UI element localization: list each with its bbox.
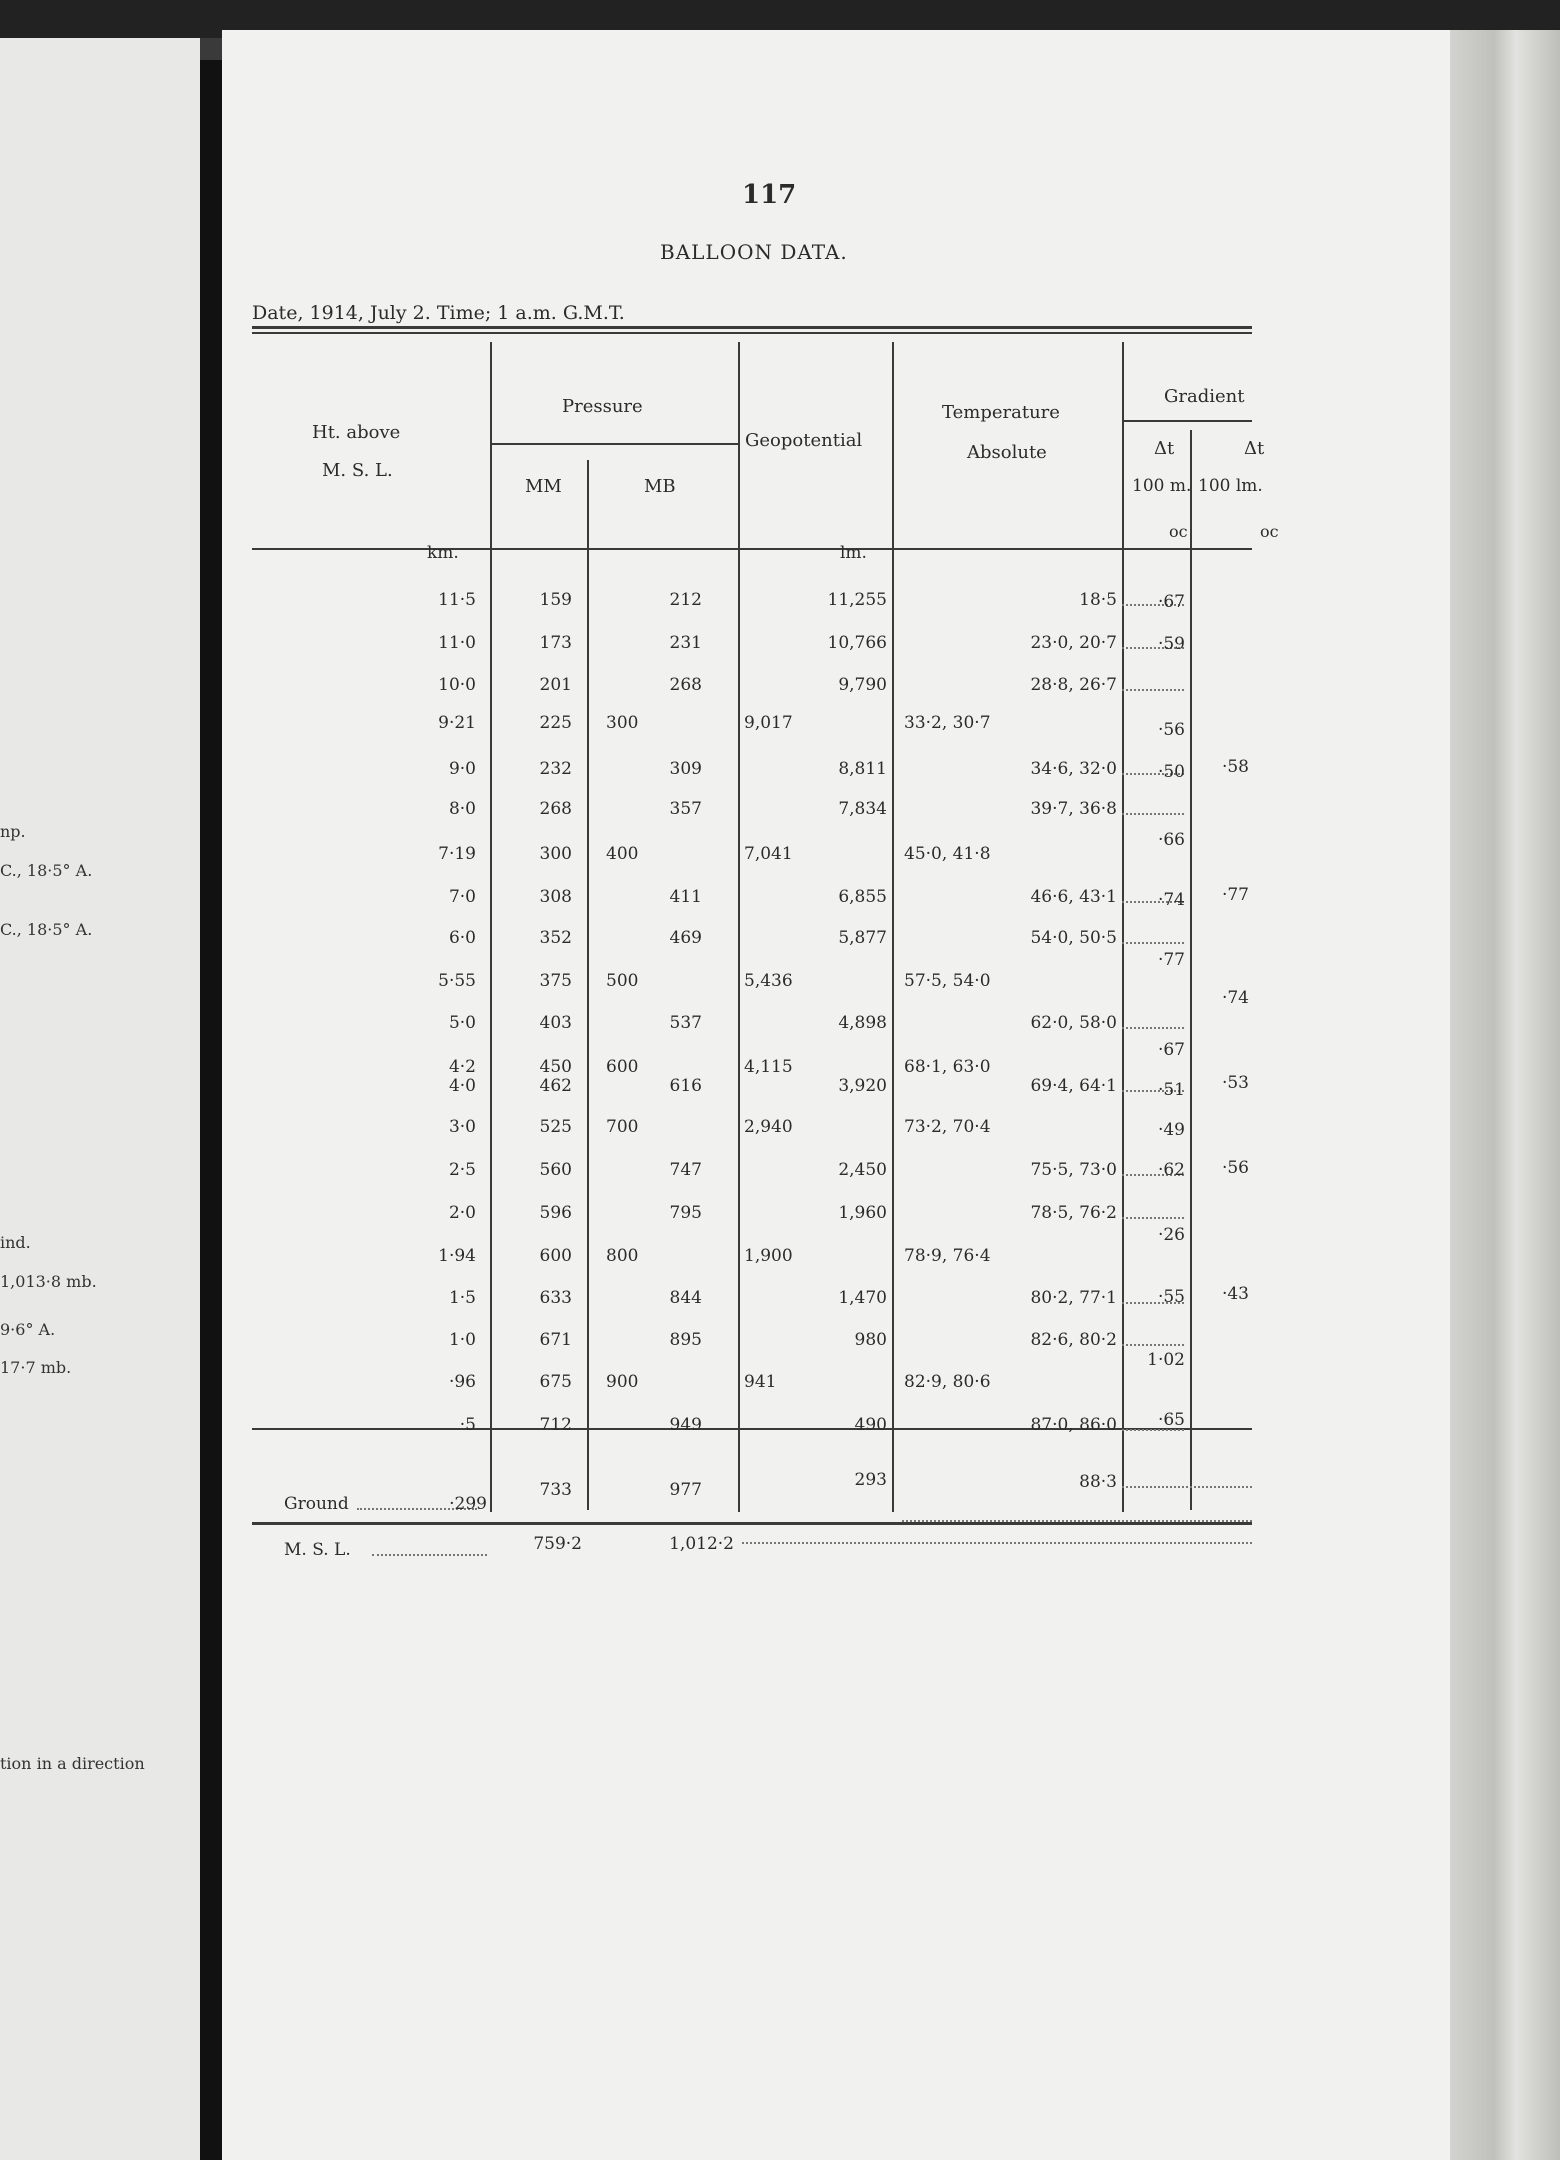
geopotential-value: 10,766 [827, 633, 887, 653]
gradient-100m-value: ·51 [1157, 1080, 1185, 1100]
standard-geopotential-value: 941 [744, 1372, 777, 1392]
header-per-100lm: 100 lm. [1198, 476, 1263, 496]
column-rule [587, 460, 589, 1510]
unit-oc: oc [1260, 522, 1279, 541]
header-geopotential: Geopotential [745, 430, 863, 451]
geopotential-value: 6,855 [838, 887, 887, 907]
gradient-100lm-value: ·56 [1221, 1158, 1249, 1178]
gradient-100m-value: ·56 [1157, 720, 1185, 740]
geopotential-value: 3,920 [838, 1076, 887, 1096]
column-rule [490, 342, 492, 1512]
pressure-mm-value: 232 [539, 759, 572, 779]
geopotential-value: 5,877 [838, 928, 887, 948]
header-mm: MM [525, 476, 562, 497]
gradient-100lm-value: ·53 [1221, 1073, 1249, 1093]
header-pressure: Pressure [562, 396, 643, 417]
facing-page-fragment: ind. [0, 1233, 31, 1252]
facing-page-fragment: 1,013·8 mb. [0, 1272, 97, 1291]
geopotential-value: 980 [854, 1330, 887, 1350]
gradient-100m-value: ·49 [1157, 1120, 1185, 1140]
pressure-mb-value: 268 [669, 675, 702, 695]
pressure-mb-value: 309 [669, 759, 702, 779]
gradient-100m-value: ·77 [1157, 950, 1185, 970]
temperature-value: 23·0, 20·7 [1030, 633, 1117, 653]
pressure-mm-value: 375 [539, 971, 572, 991]
temperature-value: 54·0, 50·5 [1030, 928, 1117, 948]
facing-page-fragment: C., 18·5° A. [0, 920, 93, 939]
gradient-100m-value: ·50 [1157, 762, 1185, 782]
leader-dots [1122, 1344, 1184, 1346]
pressure-mb-value: 949 [669, 1415, 702, 1435]
height-value: 9·0 [448, 759, 476, 779]
facing-page-fragment: tion in a direction [0, 1754, 145, 1773]
temperature-value: 62·0, 58·0 [1030, 1013, 1117, 1033]
gradient-100m-value: ·59 [1157, 634, 1185, 654]
leader-dots [1122, 689, 1184, 691]
gradient-100lm-value: ·74 [1221, 988, 1249, 1008]
pressure-mm-value: 525 [539, 1117, 572, 1137]
standard-temperature-value: 68·1, 63·0 [904, 1057, 991, 1077]
header-gradient: Gradient [1164, 386, 1245, 407]
pressure-mm-value: 403 [539, 1013, 572, 1033]
header-delta-t: Δt [1244, 438, 1265, 459]
leader-dots [1122, 813, 1184, 815]
standard-temperature-value: 82·9, 80·6 [904, 1372, 991, 1392]
page-title: BALLOON DATA. [660, 240, 848, 264]
standard-geopotential-value: 1,900 [744, 1246, 793, 1266]
standard-pressure-value: 800 [606, 1246, 639, 1266]
standard-temperature-value: 73·2, 70·4 [904, 1117, 991, 1137]
standard-pressure-value: 500 [606, 971, 639, 991]
facing-page-fragment: 17·7 mb. [0, 1358, 72, 1377]
temperature-value: 87·0, 86·0 [1030, 1415, 1117, 1435]
height-value: ·5 [459, 1415, 476, 1435]
height-value: 11·5 [438, 590, 476, 610]
unit-oc: oc [1169, 522, 1188, 541]
standard-pressure-value: 400 [606, 844, 639, 864]
table-top-rule [252, 326, 1252, 329]
header-delta-t: Δt [1154, 438, 1175, 459]
ground-geopotential: 293 [854, 1470, 887, 1490]
standard-temperature-value: 33·2, 30·7 [904, 713, 991, 733]
pressure-mm-value: 300 [539, 844, 572, 864]
pressure-mm-value: 462 [539, 1076, 572, 1096]
header-per-100m: 100 m. [1132, 476, 1192, 496]
pressure-mm-value: 596 [539, 1203, 572, 1223]
temperature-value: 39·7, 36·8 [1030, 799, 1117, 819]
height-value: 7·19 [438, 844, 476, 864]
height-value: 9·21 [438, 713, 476, 733]
pressure-mm-value: 201 [539, 675, 572, 695]
ground-temperature: 88·3 [1079, 1472, 1117, 1492]
temperature-value: 34·6, 32·0 [1030, 759, 1117, 779]
pressure-mm-value: 308 [539, 887, 572, 907]
geopotential-value: 7,834 [838, 799, 887, 819]
table-top-rule [252, 332, 1252, 334]
pressure-mm-value: 560 [539, 1160, 572, 1180]
pressure-rule [492, 443, 738, 445]
temperature-value: 28·8, 26·7 [1030, 675, 1117, 695]
header-temperature: Temperature [942, 402, 1060, 423]
leader-dots [1122, 1217, 1184, 1219]
standard-temperature-value: 57·5, 54·0 [904, 971, 991, 991]
pressure-mb-value: 844 [669, 1288, 702, 1308]
header-height-unit: M. S. L. [322, 460, 393, 481]
column-rule [738, 342, 740, 1512]
pressure-mm-value: 225 [539, 713, 572, 733]
pressure-mb-value: 411 [669, 887, 702, 907]
pressure-mb-value: 747 [669, 1160, 702, 1180]
pressure-mm-value: 450 [539, 1057, 572, 1077]
date-line: Date, 1914, July 2. Time; 1 a.m. G.M.T. [252, 302, 625, 324]
height-value: 2·0 [448, 1203, 476, 1223]
leader-dots [1122, 1486, 1252, 1488]
geopotential-value: 9,790 [838, 675, 887, 695]
ground-mb: 977 [669, 1480, 702, 1500]
pressure-mm-value: 352 [539, 928, 572, 948]
page-edges [1450, 30, 1560, 2160]
height-value: 5·0 [448, 1013, 476, 1033]
geopotential-value: 11,255 [827, 590, 887, 610]
gradient-100m-value: 1·02 [1147, 1350, 1185, 1370]
standard-geopotential-value: 7,041 [744, 844, 793, 864]
geopotential-value: 8,811 [838, 759, 887, 779]
facing-page-fragment: 9·6° A. [0, 1320, 56, 1339]
ground-label: Ground [284, 1494, 349, 1514]
column-rule [1190, 430, 1192, 1510]
standard-pressure-value: 600 [606, 1057, 639, 1077]
standard-geopotential-value: 4,115 [744, 1057, 793, 1077]
temperature-value: 46·6, 43·1 [1030, 887, 1117, 907]
unit-km: km. [427, 543, 459, 563]
msl-mb: 1,012·2 [669, 1534, 734, 1554]
pressure-mb-value: 212 [669, 590, 702, 610]
leader-dots [742, 1542, 1252, 1544]
height-value: 8·0 [448, 799, 476, 819]
column-rule [892, 342, 894, 1512]
pressure-mb-value: 795 [669, 1203, 702, 1223]
leader-dots [372, 1554, 487, 1556]
height-value: ·96 [448, 1372, 476, 1392]
height-value: 1·94 [438, 1246, 476, 1266]
table-bottom-rule [252, 1522, 1252, 1525]
book-spine [200, 60, 222, 2160]
gradient-100m-value: ·26 [1157, 1225, 1185, 1245]
standard-geopotential-value: 9,017 [744, 713, 793, 733]
temperature-value: 69·4, 64·1 [1030, 1076, 1117, 1096]
unit-lm: lm. [840, 543, 867, 563]
gradient-100lm-value: ·77 [1221, 885, 1249, 905]
gradient-100m-value: ·67 [1157, 592, 1185, 612]
standard-geopotential-value: 2,940 [744, 1117, 793, 1137]
header-absolute: Absolute [967, 442, 1047, 463]
header-rule [252, 548, 1252, 550]
document-page [222, 30, 1450, 2160]
gradient-100m-value: ·67 [1157, 1040, 1185, 1060]
gradient-100m-value: ·66 [1157, 830, 1185, 850]
temperature-value: 80·2, 77·1 [1030, 1288, 1117, 1308]
height-value: 7·0 [448, 887, 476, 907]
height-value: 5·55 [438, 971, 476, 991]
height-value: 11·0 [438, 633, 476, 653]
height-value: 2·5 [448, 1160, 476, 1180]
facing-page-fragment: C., 18·5° A. [0, 861, 93, 880]
gradient-100m-value: ·65 [1157, 1410, 1185, 1430]
pressure-mb-value: 231 [669, 633, 702, 653]
geopotential-value: 1,960 [838, 1203, 887, 1223]
gradient-100m-value: ·55 [1157, 1287, 1185, 1307]
height-value: 4·0 [448, 1076, 476, 1096]
pressure-mb-value: 469 [669, 928, 702, 948]
pressure-mm-value: 173 [539, 633, 572, 653]
geopotential-value: 1,470 [838, 1288, 887, 1308]
height-value: 1·0 [448, 1330, 476, 1350]
gradient-100m-value: ·74 [1157, 890, 1185, 910]
header-mb: MB [644, 476, 676, 497]
height-value: 4·2 [448, 1057, 476, 1077]
height-value: 3·0 [448, 1117, 476, 1137]
gradient-100lm-value: ·43 [1221, 1284, 1249, 1304]
pressure-mm-value: 268 [539, 799, 572, 819]
page-number: 117 [742, 180, 797, 210]
pressure-mm-value: 712 [539, 1415, 572, 1435]
pressure-mm-value: 633 [539, 1288, 572, 1308]
standard-temperature-value: 45·0, 41·8 [904, 844, 991, 864]
pressure-mm-value: 159 [539, 590, 572, 610]
temperature-value: 82·6, 80·2 [1030, 1330, 1117, 1350]
msl-label: M. S. L. [284, 1540, 351, 1560]
height-value: 1·5 [448, 1288, 476, 1308]
facing-page-fragment: np. [0, 822, 26, 841]
geopotential-value: 490 [854, 1415, 887, 1435]
gradient-100lm-value: ·58 [1221, 757, 1249, 777]
pressure-mb-value: 895 [669, 1330, 702, 1350]
height-value: 10·0 [438, 675, 476, 695]
standard-pressure-value: 900 [606, 1372, 639, 1392]
pressure-mm-value: 600 [539, 1246, 572, 1266]
gradient-rule [1122, 420, 1252, 422]
leader-dots [902, 1520, 1252, 1522]
geopotential-value: 4,898 [838, 1013, 887, 1033]
msl-mm: 759·2 [533, 1534, 582, 1554]
ground-height: ·299 [449, 1494, 487, 1514]
leader-dots [1122, 1027, 1184, 1029]
pressure-mb-value: 357 [669, 799, 702, 819]
column-rule [1122, 342, 1124, 1512]
pressure-mb-value: 537 [669, 1013, 702, 1033]
temperature-value: 18·5 [1079, 590, 1117, 610]
pressure-mb-value: 616 [669, 1076, 702, 1096]
pressure-mm-value: 675 [539, 1372, 572, 1392]
header-height: Ht. above [312, 422, 401, 443]
temperature-value: 75·5, 73·0 [1030, 1160, 1117, 1180]
standard-temperature-value: 78·9, 76·4 [904, 1246, 991, 1266]
standard-pressure-value: 700 [606, 1117, 639, 1137]
height-value: 6·0 [448, 928, 476, 948]
pressure-mm-value: 671 [539, 1330, 572, 1350]
geopotential-value: 2,450 [838, 1160, 887, 1180]
standard-pressure-value: 300 [606, 713, 639, 733]
ground-mm: 733 [539, 1480, 572, 1500]
standard-geopotential-value: 5,436 [744, 971, 793, 991]
leader-dots [1122, 942, 1184, 944]
gradient-100m-value: ·62 [1157, 1160, 1185, 1180]
facing-page [0, 38, 200, 2160]
temperature-value: 78·5, 76·2 [1030, 1203, 1117, 1223]
